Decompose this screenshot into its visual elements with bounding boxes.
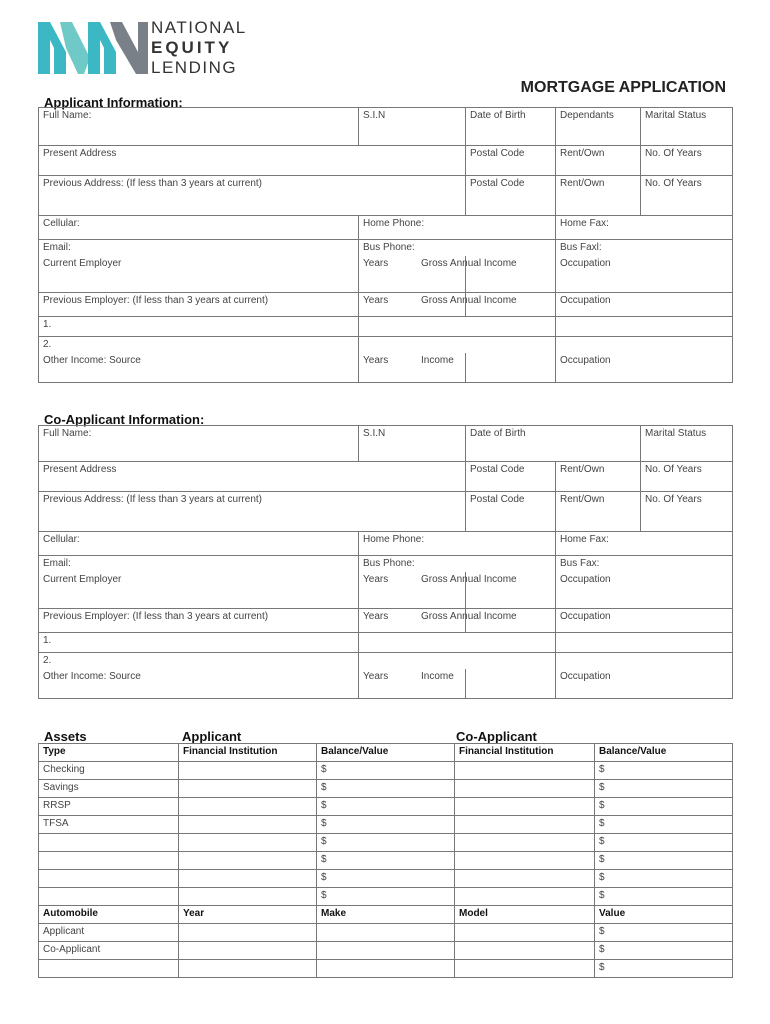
current-employer-field[interactable]: Current Employer [39, 256, 359, 292]
applicant-table [38, 107, 733, 383]
email-field[interactable]: Email: [39, 240, 359, 257]
col-value: Value [595, 906, 733, 924]
co-prev-postal-code-field[interactable]: Postal Code [466, 492, 556, 532]
col-coapplicant-fin-inst: Financial Institution [455, 744, 595, 762]
asset-type[interactable] [39, 888, 179, 906]
assets-coapplicant-heading: Co-Applicant [456, 729, 537, 744]
co-present-address-field[interactable]: Present Address [39, 462, 466, 492]
prev-rent-own-field[interactable]: Rent/Own [556, 176, 641, 216]
sin-field[interactable]: S.I.N [359, 108, 466, 146]
asset-applicant-balance[interactable]: $ [317, 834, 455, 852]
bus-fax-field[interactable]: Bus Faxl: [556, 240, 733, 257]
previous-employer-field[interactable]: Previous Employer: (If less than 3 years at current) [39, 292, 359, 316]
asset-row [39, 852, 733, 870]
automobile-model[interactable] [455, 960, 595, 978]
prev-employer-years-cell [359, 292, 517, 316]
asset-coapplicant-balance[interactable]: $ [595, 888, 733, 906]
asset-type[interactable] [39, 870, 179, 888]
co-previous-address-field[interactable]: Previous Address: (If less than 3 years at current) [39, 492, 466, 532]
co-previous-employer-field[interactable]: Previous Employer: (If less than 3 years at current) [39, 608, 359, 632]
line1-years-income[interactable] [359, 316, 556, 336]
assets-heading: Assets [44, 729, 87, 744]
asset-applicant-institution[interactable] [179, 762, 317, 780]
automobile-model[interactable] [455, 942, 595, 960]
employer-occupation-field[interactable]: Occupation [556, 256, 733, 292]
asset-applicant-institution[interactable] [179, 834, 317, 852]
co-no-years-field[interactable]: No. Of Years [641, 462, 733, 492]
asset-row [39, 888, 733, 906]
marital-status-field[interactable]: Marital Status [641, 108, 733, 146]
co-other-income-amount-field[interactable]: Income [421, 670, 454, 682]
asset-coapplicant-institution[interactable] [455, 780, 595, 798]
automobile-owner[interactable] [39, 960, 179, 978]
other-income-years-field[interactable]: Years [363, 354, 389, 366]
asset-row [39, 780, 733, 798]
company-logo [38, 18, 248, 78]
asset-applicant-balance[interactable]: $ [317, 870, 455, 888]
asset-coapplicant-institution[interactable] [455, 888, 595, 906]
logo-mark-icon [38, 18, 150, 76]
automobile-row [39, 942, 733, 960]
co-other-income-source-field[interactable]: Other Income: Source [39, 669, 359, 699]
co-bus-fax-field[interactable]: Bus Fax: [556, 556, 733, 573]
bus-phone-field[interactable]: Bus Phone: [359, 240, 556, 257]
logo-line-lending: LENDING [151, 58, 238, 77]
asset-applicant-balance[interactable]: $ [317, 780, 455, 798]
dependants-field[interactable]: Dependants [556, 108, 641, 146]
automobile-year[interactable] [179, 942, 317, 960]
automobile-row [39, 960, 733, 978]
assets-table [38, 743, 733, 978]
other-income-source-field[interactable]: Other Income: Source [39, 353, 359, 383]
asset-row [39, 798, 733, 816]
postal-code-field[interactable]: Postal Code [466, 146, 556, 176]
co-line2-occupation[interactable] [556, 652, 733, 669]
co-employer-years-field[interactable]: Years [363, 574, 389, 585]
automobile-value[interactable]: $ [595, 960, 733, 978]
co-bus-phone-field[interactable]: Bus Phone: [359, 556, 556, 573]
co-marital-status-field[interactable]: Marital Status [641, 426, 733, 462]
asset-coapplicant-institution[interactable] [455, 852, 595, 870]
automobile-row [39, 924, 733, 942]
co-prev-employer-income-field[interactable]: Gross Annual Income [421, 610, 517, 622]
no-years-field[interactable]: No. Of Years [641, 146, 733, 176]
co-employer-years-cell [359, 572, 517, 608]
asset-applicant-institution[interactable] [179, 798, 317, 816]
employer-years-field[interactable]: Years [363, 258, 389, 269]
asset-applicant-balance[interactable]: $ [317, 816, 455, 834]
col-applicant-fin-inst: Financial Institution [179, 744, 317, 762]
co-employer-occupation-field[interactable]: Occupation [556, 572, 733, 608]
co-home-fax-field[interactable]: Home Fax: [556, 532, 733, 556]
asset-type[interactable] [39, 852, 179, 870]
asset-coapplicant-institution[interactable] [455, 762, 595, 780]
col-automobile: Automobile [39, 906, 179, 924]
co-dob-field[interactable]: Date of Birth [466, 426, 641, 462]
asset-row [39, 870, 733, 888]
line2-years-income[interactable] [359, 336, 556, 353]
co-other-income-years-cell [359, 669, 466, 699]
asset-coapplicant-balance[interactable]: $ [595, 780, 733, 798]
asset-applicant-balance[interactable]: $ [317, 852, 455, 870]
asset-coapplicant-balance[interactable]: $ [595, 852, 733, 870]
automobile-year[interactable] [179, 960, 317, 978]
assets-applicant-heading: Applicant [182, 729, 242, 744]
asset-coapplicant-institution[interactable] [455, 870, 595, 888]
co-email-field[interactable]: Email: [39, 556, 359, 573]
asset-applicant-institution[interactable] [179, 816, 317, 834]
automobile-model[interactable] [455, 924, 595, 942]
other-income-occupation-field[interactable]: Occupation [556, 353, 733, 383]
prev-employer-line-1[interactable]: 1. [39, 316, 359, 336]
prev-employer-income-field[interactable]: Gross Annual Income [421, 294, 517, 306]
employer-years-cell [359, 256, 517, 292]
coapplicant-table [38, 425, 733, 699]
asset-coapplicant-balance[interactable]: $ [595, 816, 733, 834]
co-current-employer-field[interactable]: Current Employer [39, 572, 359, 608]
co-prev-employer-line-1[interactable]: 1. [39, 632, 359, 652]
asset-applicant-institution[interactable] [179, 870, 317, 888]
co-prev-employer-years-field[interactable]: Years [363, 610, 389, 622]
co-line1-years-income[interactable] [359, 632, 556, 652]
automobile-make[interactable] [317, 942, 455, 960]
co-line1-occupation[interactable] [556, 632, 733, 652]
other-income-spacer [466, 353, 556, 383]
home-fax-field[interactable]: Home Fax: [556, 216, 733, 240]
co-other-income-years-field[interactable]: Years [363, 670, 389, 682]
automobile-value[interactable]: $ [595, 924, 733, 942]
asset-type[interactable]: Savings [39, 780, 179, 798]
asset-coapplicant-balance[interactable]: $ [595, 798, 733, 816]
full-name-field[interactable]: Full Name: [39, 108, 359, 146]
col-applicant-balance: Balance/Value [317, 744, 455, 762]
prev-employer-occupation-field[interactable]: Occupation [556, 292, 733, 316]
other-income-amount-field[interactable]: Income [421, 354, 454, 366]
assets-header-row [39, 744, 733, 762]
asset-type[interactable] [39, 834, 179, 852]
dob-field[interactable]: Date of Birth [466, 108, 556, 146]
asset-coapplicant-institution[interactable] [455, 816, 595, 834]
co-full-name-field[interactable]: Full Name: [39, 426, 359, 462]
other-income-years-cell [359, 353, 466, 383]
col-year: Year [179, 906, 317, 924]
document-title: MORTGAGE APPLICATION [520, 79, 726, 96]
asset-applicant-institution[interactable] [179, 852, 317, 870]
home-phone-field[interactable]: Home Phone: [359, 216, 556, 240]
cellular-field[interactable]: Cellular: [39, 216, 359, 240]
asset-applicant-balance[interactable]: $ [317, 888, 455, 906]
automobile-make[interactable] [317, 960, 455, 978]
coapplicant-heading: Co-Applicant Information: [44, 412, 205, 427]
co-other-income-occupation-field[interactable]: Occupation [556, 669, 733, 699]
asset-type[interactable]: Checking [39, 762, 179, 780]
co-prev-employer-line-2[interactable]: 2. [39, 652, 359, 669]
asset-applicant-institution[interactable] [179, 780, 317, 798]
asset-applicant-institution[interactable] [179, 888, 317, 906]
co-prev-rent-own-field[interactable]: Rent/Own [556, 492, 641, 532]
asset-applicant-balance[interactable]: $ [317, 762, 455, 780]
co-prev-no-years-field[interactable]: No. Of Years [641, 492, 733, 532]
col-make: Make [317, 906, 455, 924]
co-line2-years-income[interactable] [359, 652, 556, 669]
applicant-heading: Applicant Information: [44, 95, 183, 110]
prev-no-years-field[interactable]: No. Of Years [641, 176, 733, 216]
asset-row [39, 762, 733, 780]
automobile-header-row [39, 906, 733, 924]
co-employer-income-field[interactable]: Gross Annual Income [421, 574, 517, 585]
line1-occupation[interactable] [556, 316, 733, 336]
co-prev-employer-years-cell [359, 608, 517, 632]
asset-coapplicant-balance[interactable]: $ [595, 834, 733, 852]
automobile-make[interactable] [317, 924, 455, 942]
asset-coapplicant-institution[interactable] [455, 798, 595, 816]
col-type: Type [39, 744, 179, 762]
automobile-value[interactable]: $ [595, 942, 733, 960]
present-address-field[interactable]: Present Address [39, 146, 466, 176]
automobile-owner[interactable]: Co-Applicant [39, 942, 179, 960]
line2-occupation[interactable] [556, 336, 733, 353]
logo-line-equity: EQUITY [151, 38, 233, 57]
co-prev-employer-occupation-field[interactable]: Occupation [556, 608, 733, 632]
prev-postal-code-field[interactable]: Postal Code [466, 176, 556, 216]
prev-employer-line-2[interactable]: 2. [39, 336, 359, 353]
co-home-phone-field[interactable]: Home Phone: [359, 532, 556, 556]
asset-type[interactable]: TFSA [39, 816, 179, 834]
asset-coapplicant-balance[interactable]: $ [595, 870, 733, 888]
asset-row [39, 816, 733, 834]
col-model: Model [455, 906, 595, 924]
asset-coapplicant-institution[interactable] [455, 834, 595, 852]
co-cellular-field[interactable]: Cellular: [39, 532, 359, 556]
co-postal-code-field[interactable]: Postal Code [466, 462, 556, 492]
previous-address-field[interactable]: Previous Address: (If less than 3 years at current) [39, 176, 466, 216]
co-other-income-spacer [466, 669, 556, 699]
col-coapplicant-balance: Balance/Value [595, 744, 733, 762]
employer-income-field[interactable]: Gross Annual Income [421, 258, 517, 269]
asset-coapplicant-balance[interactable]: $ [595, 762, 733, 780]
logo-line-national: NATIONAL [151, 18, 247, 37]
asset-type[interactable]: RRSP [39, 798, 179, 816]
rent-own-field[interactable]: Rent/Own [556, 146, 641, 176]
prev-employer-years-field[interactable]: Years [363, 294, 389, 306]
asset-row [39, 834, 733, 852]
automobile-owner[interactable]: Applicant [39, 924, 179, 942]
co-sin-field[interactable]: S.I.N [359, 426, 466, 462]
co-rent-own-field[interactable]: Rent/Own [556, 462, 641, 492]
automobile-year[interactable] [179, 924, 317, 942]
asset-applicant-balance[interactable]: $ [317, 798, 455, 816]
